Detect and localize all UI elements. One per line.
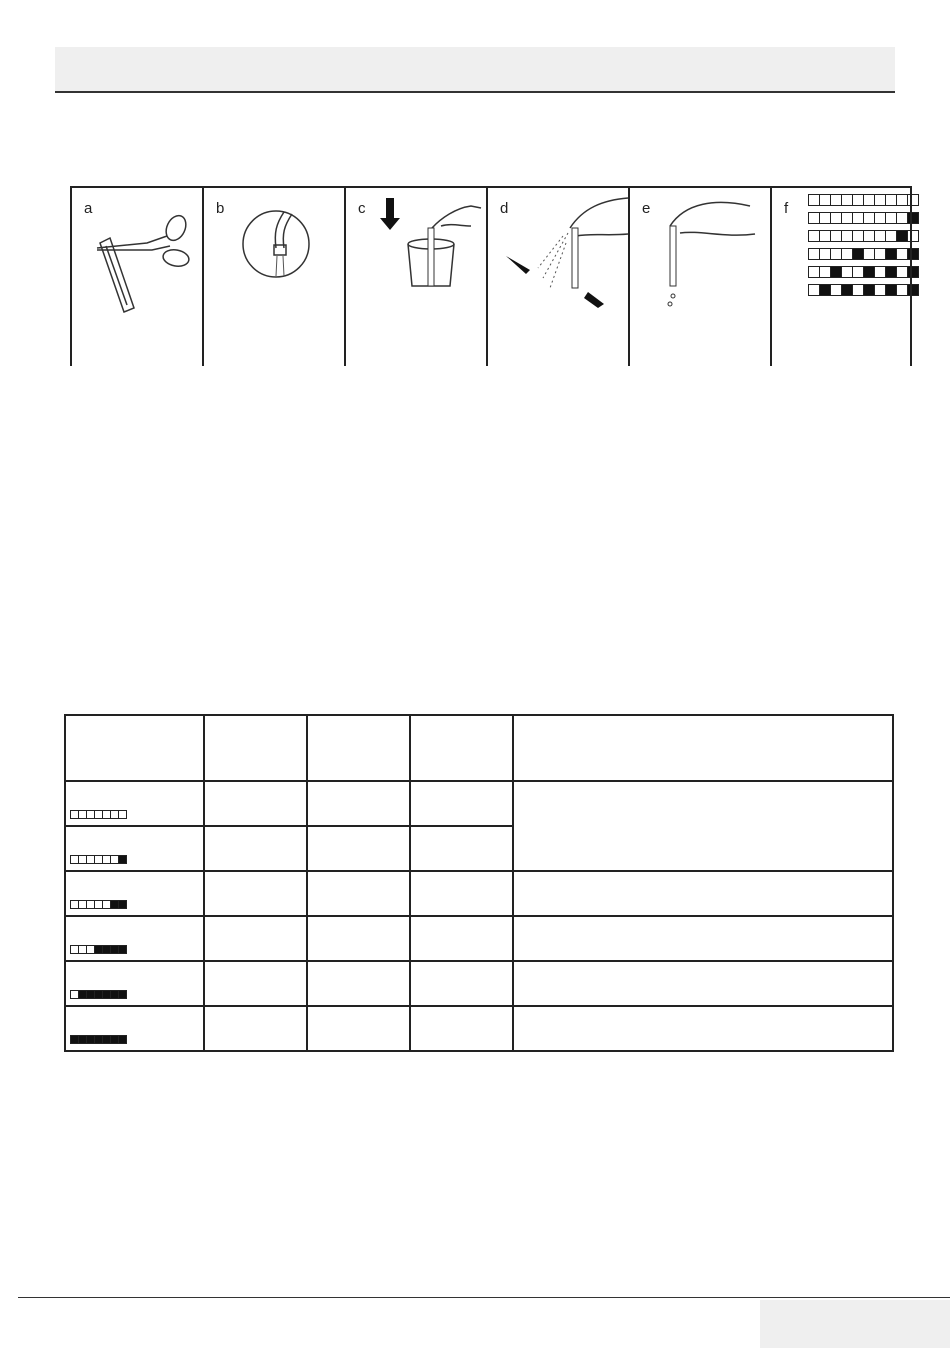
test-strip-icon xyxy=(70,810,126,819)
strip-cell xyxy=(65,961,204,1006)
table-cell xyxy=(513,916,893,961)
table-cell xyxy=(204,961,307,1006)
scale-square xyxy=(907,248,919,260)
page-number-box xyxy=(760,1300,950,1348)
panel-f xyxy=(770,186,912,366)
table-cell xyxy=(204,781,307,826)
table-cell xyxy=(204,871,307,916)
panel-letter: a xyxy=(84,200,93,217)
strip-cell xyxy=(65,871,204,916)
scissors-cutting-strip-icon xyxy=(72,188,204,368)
table-cell xyxy=(410,826,513,871)
table-cell xyxy=(410,871,513,916)
table-header-row xyxy=(65,715,893,781)
scale-square xyxy=(907,284,919,296)
strip-cell xyxy=(65,781,204,826)
instruction-panels xyxy=(70,186,912,366)
table-row xyxy=(65,961,893,1006)
test-strip-icon xyxy=(70,900,126,909)
panel-e xyxy=(628,186,770,366)
table-cell xyxy=(410,781,513,826)
panel-letter: d xyxy=(500,200,509,217)
panel-letter: c xyxy=(358,200,366,217)
scale-row xyxy=(808,194,918,206)
scale-row xyxy=(808,212,918,224)
strip-cell xyxy=(65,916,204,961)
table-row xyxy=(65,1006,893,1051)
strip-cell xyxy=(65,826,204,871)
table-cell xyxy=(307,1006,410,1051)
strip-dipped-in-cup-icon xyxy=(346,188,488,368)
header-cell xyxy=(307,715,410,781)
table-cell xyxy=(307,781,410,826)
scale-square xyxy=(907,230,919,242)
panel-a xyxy=(70,186,202,366)
scale-row xyxy=(808,248,918,260)
table-row xyxy=(65,781,893,826)
scale-square xyxy=(907,266,919,278)
test-strip-icon xyxy=(70,855,126,864)
table-cell xyxy=(204,916,307,961)
table-cell xyxy=(307,871,410,916)
table-row xyxy=(65,916,893,961)
panel-letter: b xyxy=(216,200,225,217)
scale-row xyxy=(808,230,918,242)
test-strip-icon xyxy=(70,1035,126,1044)
panel-letter: f xyxy=(784,200,789,217)
table-cell xyxy=(204,1006,307,1051)
table-row xyxy=(65,871,893,916)
scale-square xyxy=(907,212,919,224)
scale-square xyxy=(907,194,919,206)
panel-b xyxy=(202,186,344,366)
strip-square xyxy=(118,855,127,864)
color-scale-icon xyxy=(808,194,918,302)
header-cell xyxy=(410,715,513,781)
table-cell xyxy=(513,961,893,1006)
panel-letter: e xyxy=(642,200,651,217)
scale-row xyxy=(808,284,918,296)
panel-d xyxy=(486,186,628,366)
test-strip-icon xyxy=(70,990,126,999)
table-cell xyxy=(307,961,410,1006)
water-hardness-table xyxy=(64,714,894,1052)
strip-cell xyxy=(65,1006,204,1051)
strip-square xyxy=(118,1035,127,1044)
table-cell xyxy=(307,826,410,871)
water-tap-icon xyxy=(204,188,346,368)
table-cell xyxy=(410,1006,513,1051)
table-cell xyxy=(410,916,513,961)
header-cell xyxy=(513,715,893,781)
table-cell xyxy=(513,871,893,916)
panel-c xyxy=(344,186,486,366)
table-cell xyxy=(513,781,893,871)
test-strip-icon xyxy=(70,945,126,954)
table-cell xyxy=(410,961,513,1006)
strip-square xyxy=(118,810,127,819)
strip-square xyxy=(118,990,127,999)
page-header-bar xyxy=(55,47,895,93)
shake-strip-icon xyxy=(488,188,630,368)
strip-square xyxy=(118,900,127,909)
header-cell xyxy=(65,715,204,781)
strip-square xyxy=(118,945,127,954)
scale-row xyxy=(808,266,918,278)
header-cell xyxy=(204,715,307,781)
panel-border xyxy=(910,186,912,366)
table-cell xyxy=(513,1006,893,1051)
table-cell xyxy=(204,826,307,871)
hold-strip-icon xyxy=(630,188,772,368)
table-cell xyxy=(307,916,410,961)
footer-divider xyxy=(18,1297,950,1298)
